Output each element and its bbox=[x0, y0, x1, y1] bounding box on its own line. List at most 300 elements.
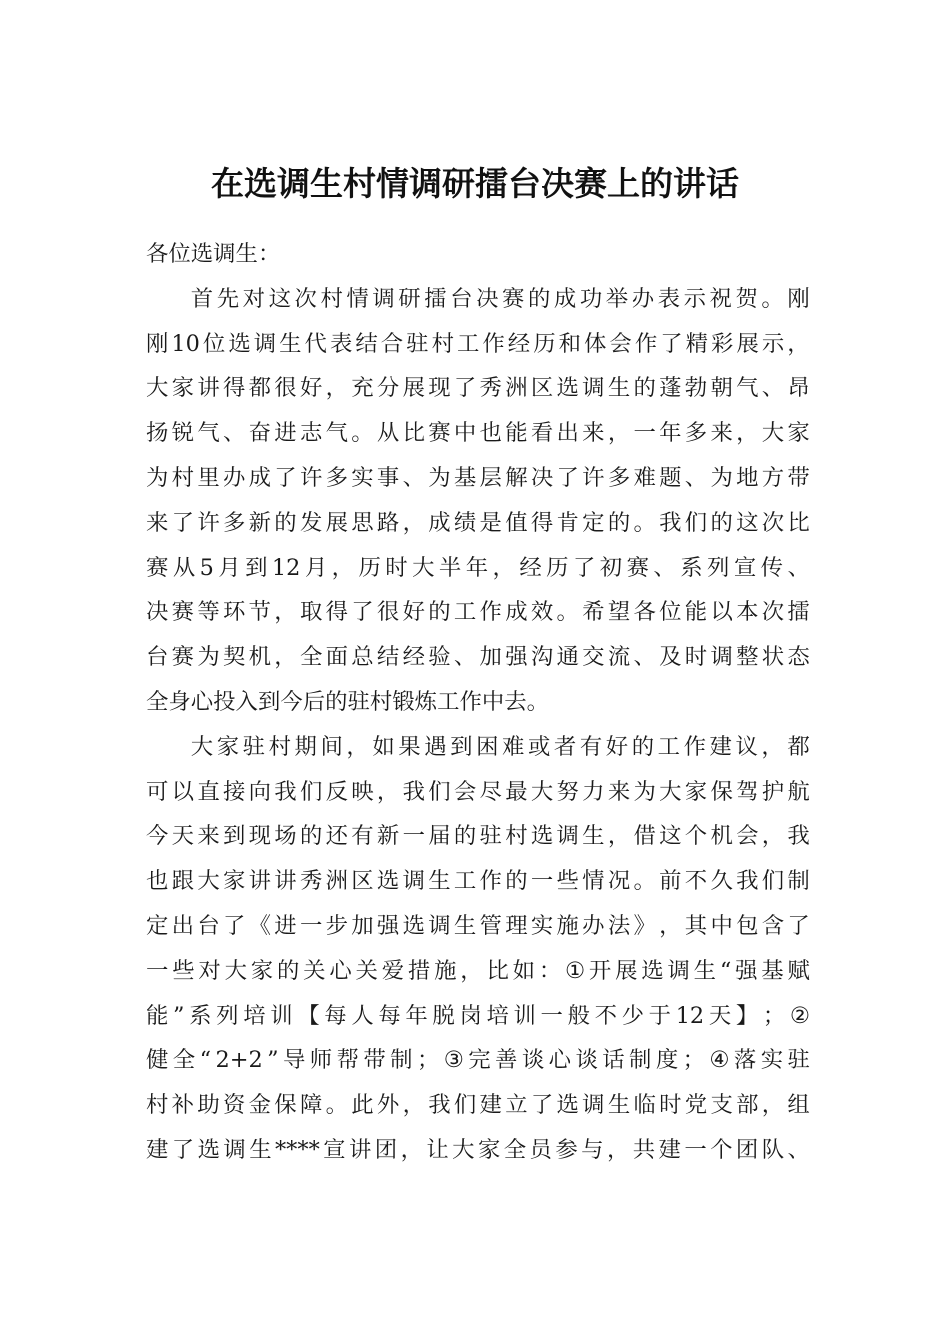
glyph: ， bbox=[492, 554, 515, 581]
glyph: 能 bbox=[684, 599, 708, 626]
glyph: ” bbox=[173, 1002, 185, 1029]
glyph: 我 bbox=[274, 778, 297, 805]
glyph: 望 bbox=[607, 599, 631, 626]
glyph: 扬 bbox=[146, 420, 169, 447]
glyph: 生 bbox=[607, 1092, 631, 1119]
glyph: 秀 bbox=[299, 868, 323, 895]
glyph: 和 bbox=[558, 330, 581, 357]
glyph: 党 bbox=[684, 1092, 708, 1119]
paragraph-1 bbox=[146, 277, 810, 725]
glyph: 结 bbox=[355, 330, 378, 357]
glyph: 月 bbox=[218, 554, 241, 581]
glyph: 、 bbox=[761, 375, 785, 402]
glyph: 每 bbox=[378, 1002, 401, 1029]
glyph: 许 bbox=[582, 464, 605, 491]
glyph: 宣 bbox=[323, 1136, 346, 1163]
glyph: 为 bbox=[428, 464, 451, 491]
glyph: 度 bbox=[655, 1047, 679, 1074]
glyph: **** bbox=[274, 1136, 320, 1163]
glyph: 家 bbox=[171, 375, 195, 402]
glyph: 选 bbox=[228, 330, 251, 357]
glyph: ” bbox=[267, 1047, 279, 1074]
glyph: 管 bbox=[479, 912, 502, 939]
glyph: 脱 bbox=[432, 1002, 455, 1029]
glyph: 来 bbox=[197, 823, 220, 850]
glyph: 组 bbox=[787, 1092, 810, 1119]
glyph: 资 bbox=[222, 1092, 246, 1119]
salutation-text: 各位选调生： bbox=[146, 241, 281, 267]
glyph: 、 bbox=[402, 464, 425, 491]
glyph: 》 bbox=[633, 912, 656, 939]
text-line bbox=[146, 1038, 810, 1083]
glyph: 家 bbox=[216, 733, 240, 760]
text-line bbox=[146, 994, 810, 1039]
glyph: 一 bbox=[530, 868, 554, 895]
glyph: ， bbox=[761, 823, 785, 850]
document-body bbox=[146, 232, 810, 1173]
glyph: 为 bbox=[633, 778, 656, 805]
glyph: 决 bbox=[530, 464, 554, 491]
glyph: 对 bbox=[242, 285, 266, 312]
glyph: 多 bbox=[222, 509, 246, 536]
glyph: 10 bbox=[171, 330, 200, 357]
glyph: ， bbox=[274, 599, 297, 626]
glyph: 这 bbox=[659, 823, 682, 850]
glyph: 家 bbox=[250, 957, 274, 984]
glyph: 每 bbox=[324, 1002, 347, 1029]
glyph: 于 bbox=[648, 1002, 672, 1029]
glyph: 村 bbox=[268, 733, 291, 760]
glyph: 心 bbox=[548, 1047, 572, 1074]
glyph: 研 bbox=[398, 285, 421, 312]
glyph: ② bbox=[789, 1002, 810, 1029]
glyph: 展 bbox=[615, 957, 638, 984]
glyph: 经 bbox=[402, 644, 425, 671]
glyph: 以 bbox=[171, 778, 195, 805]
glyph: 村 bbox=[146, 1092, 169, 1119]
glyph: 共 bbox=[632, 1136, 656, 1163]
text-line bbox=[146, 904, 810, 949]
glyph: 擂 bbox=[424, 285, 447, 312]
glyph: 选 bbox=[556, 1092, 579, 1119]
glyph: 赛 bbox=[171, 599, 195, 626]
glyph: 赛 bbox=[626, 554, 649, 581]
glyph: 机 bbox=[710, 823, 733, 850]
glyph: 现 bbox=[428, 375, 451, 402]
glyph: 与 bbox=[581, 1136, 604, 1163]
glyph: 还 bbox=[325, 823, 348, 850]
glyph: 生 bbox=[279, 330, 302, 357]
text-line bbox=[146, 456, 810, 501]
glyph: 调 bbox=[253, 330, 277, 357]
glyph: ， bbox=[331, 554, 355, 581]
glyph: 了 bbox=[453, 375, 477, 402]
glyph: 来 bbox=[710, 420, 733, 447]
glyph: 合 bbox=[380, 330, 404, 357]
glyph: ， bbox=[761, 733, 784, 760]
glyph: 了 bbox=[556, 464, 579, 491]
glyph: 气 bbox=[197, 420, 220, 447]
glyph: 临 bbox=[633, 1092, 656, 1119]
glyph: 接 bbox=[222, 778, 246, 805]
glyph: 思 bbox=[351, 509, 374, 536]
glyph: 刚 bbox=[787, 285, 810, 312]
glyph: 通 bbox=[556, 644, 579, 671]
glyph: 赛 bbox=[428, 420, 451, 447]
glyph: ， bbox=[607, 420, 631, 447]
glyph: 调 bbox=[223, 1136, 246, 1163]
glyph: 果 bbox=[398, 733, 421, 760]
glyph: 了 bbox=[351, 599, 374, 626]
glyph: 我 bbox=[428, 1092, 451, 1119]
glyph: 年 bbox=[405, 1002, 428, 1029]
glyph: 很 bbox=[274, 375, 297, 402]
glyph: 关 bbox=[303, 957, 326, 984]
glyph: 环 bbox=[222, 599, 246, 626]
glyph: 少 bbox=[621, 1002, 645, 1029]
glyph: 让 bbox=[426, 1136, 449, 1163]
glyph: 一 bbox=[684, 1136, 707, 1163]
glyph: 包 bbox=[736, 912, 759, 939]
glyph: 情 bbox=[346, 285, 369, 312]
text-line bbox=[146, 949, 810, 994]
glyph: 作 bbox=[479, 868, 502, 895]
glyph: 调 bbox=[402, 868, 425, 895]
glyph: 新 bbox=[248, 509, 272, 536]
glyph: 们 bbox=[761, 868, 785, 895]
glyph: 蓬 bbox=[659, 375, 682, 402]
glyph: 些 bbox=[556, 868, 579, 895]
glyph: 调 bbox=[428, 912, 451, 939]
glyph: 。 bbox=[633, 868, 656, 895]
glyph: 团 bbox=[374, 1136, 398, 1163]
glyph: 调 bbox=[372, 285, 395, 312]
glyph: 列 bbox=[216, 1002, 239, 1029]
glyph: 尽 bbox=[479, 778, 502, 805]
glyph: 讲 bbox=[274, 868, 297, 895]
text-line bbox=[146, 1083, 810, 1128]
glyph: 建 bbox=[146, 1136, 169, 1163]
glyph: 法 bbox=[607, 912, 631, 939]
glyph: 流 bbox=[607, 644, 631, 671]
glyph: 村 bbox=[431, 330, 454, 357]
glyph: 区 bbox=[351, 868, 374, 895]
glyph: 传 bbox=[760, 554, 784, 581]
glyph: ， bbox=[736, 420, 759, 447]
glyph: 初 bbox=[599, 554, 623, 581]
glyph: ， bbox=[346, 733, 369, 760]
glyph: 。 bbox=[761, 285, 784, 312]
glyph: 发 bbox=[299, 509, 323, 536]
glyph: 很 bbox=[376, 599, 400, 626]
glyph: ： bbox=[538, 957, 562, 984]
glyph: 都 bbox=[787, 733, 810, 760]
glyph: 话 bbox=[602, 1047, 625, 1074]
glyph: 理 bbox=[505, 912, 528, 939]
glyph: 关 bbox=[355, 957, 378, 984]
glyph: 期 bbox=[294, 733, 317, 760]
glyph: 了 bbox=[171, 1136, 195, 1163]
glyph: 得 bbox=[325, 599, 348, 626]
glyph: ， bbox=[376, 778, 400, 805]
glyph: 地 bbox=[736, 464, 759, 491]
glyph: 施 bbox=[556, 912, 579, 939]
glyph: 了 bbox=[171, 509, 195, 536]
glyph: 工 bbox=[453, 868, 477, 895]
glyph: 成 bbox=[428, 509, 451, 536]
glyph: 、 bbox=[453, 644, 477, 671]
glyph: 也 bbox=[146, 868, 169, 895]
glyph: 作 bbox=[479, 599, 502, 626]
glyph: 天 bbox=[708, 1002, 732, 1029]
glyph: “ bbox=[199, 1047, 212, 1074]
glyph: 、 bbox=[653, 554, 676, 581]
glyph: 队 bbox=[761, 1136, 785, 1163]
glyph: 办 bbox=[222, 464, 246, 491]
glyph: 新 bbox=[376, 823, 400, 850]
glyph: 赛 bbox=[171, 644, 195, 671]
glyph: 遇 bbox=[424, 733, 447, 760]
glyph: 5 bbox=[199, 554, 214, 581]
glyph: 时 bbox=[659, 1092, 682, 1119]
text-line bbox=[146, 859, 810, 904]
glyph: ； bbox=[416, 1047, 440, 1074]
glyph: 讲 bbox=[348, 1136, 372, 1163]
glyph: 建 bbox=[479, 1092, 502, 1119]
glyph: 祝 bbox=[709, 285, 732, 312]
glyph: 比 bbox=[787, 509, 810, 536]
glyph: ； bbox=[682, 1047, 706, 1074]
glyph: 验 bbox=[428, 644, 451, 671]
glyph: 师 bbox=[309, 1047, 333, 1074]
glyph: 取 bbox=[299, 599, 323, 626]
glyph: 村 bbox=[171, 464, 195, 491]
glyph: 落 bbox=[733, 1047, 757, 1074]
glyph: 步 bbox=[325, 912, 348, 939]
glyph: 善 bbox=[495, 1047, 518, 1074]
glyph: 一 bbox=[633, 420, 656, 447]
glyph: 、 bbox=[787, 554, 810, 581]
glyph: 了 bbox=[222, 912, 246, 939]
glyph: 的 bbox=[527, 285, 551, 312]
glyph: 基 bbox=[453, 464, 477, 491]
glyph: 月 bbox=[304, 554, 328, 581]
glyph: 来 bbox=[146, 509, 169, 536]
glyph: 都 bbox=[248, 375, 272, 402]
glyph: 的 bbox=[710, 509, 733, 536]
glyph: 的 bbox=[631, 733, 655, 760]
glyph: 不 bbox=[684, 868, 708, 895]
glyph: 次 bbox=[294, 285, 317, 312]
glyph: ， bbox=[460, 957, 483, 984]
glyph: 位 bbox=[202, 330, 226, 357]
glyph: 保 bbox=[274, 1092, 297, 1119]
glyph: 经 bbox=[507, 330, 531, 357]
glyph: 有 bbox=[351, 823, 374, 850]
glyph: 生 bbox=[428, 868, 451, 895]
glyph: 反 bbox=[325, 778, 348, 805]
glyph: 台 bbox=[450, 285, 473, 312]
glyph: 措 bbox=[407, 957, 431, 984]
glyph: 选 bbox=[641, 957, 664, 984]
glyph: “ bbox=[719, 957, 732, 984]
glyph: 肯 bbox=[556, 509, 579, 536]
glyph: 展 bbox=[325, 509, 348, 536]
glyph: 支 bbox=[710, 1092, 733, 1119]
glyph: 值 bbox=[505, 509, 528, 536]
glyph: 团 bbox=[735, 1136, 759, 1163]
glyph: 生 bbox=[582, 823, 605, 850]
glyph: 情 bbox=[582, 868, 605, 895]
glyph: 赛 bbox=[146, 554, 169, 581]
glyph: 了 bbox=[530, 1092, 554, 1119]
glyph: 难 bbox=[502, 733, 525, 760]
text-line: 全身心投入到今后的驻村锻炼工作中去。 bbox=[146, 688, 550, 715]
glyph: 健 bbox=[146, 1047, 169, 1074]
glyph: 个 bbox=[710, 1136, 733, 1163]
glyph: 的 bbox=[453, 823, 477, 850]
glyph: 历 bbox=[358, 554, 381, 581]
glyph: 跟 bbox=[171, 868, 195, 895]
glyph: 为 bbox=[146, 464, 169, 491]
glyph: 表 bbox=[329, 330, 353, 357]
glyph: 比 bbox=[486, 957, 509, 984]
glyph: 分 bbox=[376, 375, 400, 402]
glyph: 题 bbox=[659, 464, 682, 491]
glyph: 等 bbox=[197, 599, 220, 626]
glyph: 功 bbox=[579, 285, 603, 312]
glyph: 的 bbox=[607, 509, 631, 536]
glyph: ④ bbox=[709, 1047, 730, 1074]
glyph: 驻 bbox=[406, 330, 429, 357]
glyph: 加 bbox=[479, 644, 502, 671]
glyph: 村 bbox=[320, 285, 343, 312]
glyph: 节 bbox=[248, 599, 272, 626]
glyph: 宣 bbox=[733, 554, 757, 581]
glyph: 次 bbox=[761, 509, 785, 536]
glyph: 到 bbox=[450, 733, 473, 760]
glyph: 锐 bbox=[171, 420, 195, 447]
glyph: 年 bbox=[465, 554, 489, 581]
glyph: 精 bbox=[685, 330, 709, 357]
text-line bbox=[146, 1128, 810, 1173]
glyph: 大 bbox=[452, 1136, 475, 1163]
glyph: 含 bbox=[761, 912, 785, 939]
glyph: 看 bbox=[530, 420, 554, 447]
glyph: 生 bbox=[693, 957, 717, 984]
glyph: 到 bbox=[222, 823, 246, 850]
text-line bbox=[146, 725, 810, 770]
glyph: 基 bbox=[761, 957, 784, 984]
glyph: 里 bbox=[197, 464, 220, 491]
glyph: 驻 bbox=[787, 1047, 810, 1074]
glyph: ， bbox=[659, 912, 682, 939]
glyph: 障 bbox=[299, 1092, 323, 1119]
glyph: 施 bbox=[434, 957, 457, 984]
glyph: 擂 bbox=[787, 599, 810, 626]
glyph: 能 bbox=[146, 1002, 169, 1029]
glyph: 护 bbox=[761, 778, 785, 805]
glyph: 也 bbox=[479, 420, 502, 447]
glyph: 村 bbox=[505, 823, 528, 850]
glyph: 好 bbox=[605, 733, 629, 760]
glyph: 我 bbox=[402, 778, 425, 805]
glyph: 工 bbox=[657, 733, 681, 760]
glyph: 家 bbox=[477, 1136, 501, 1163]
glyph: 办 bbox=[582, 912, 605, 939]
glyph: ① bbox=[565, 957, 586, 984]
glyph: 制 bbox=[787, 868, 810, 895]
glyph: 气 bbox=[736, 375, 759, 402]
glyph: 刚 bbox=[146, 330, 169, 357]
glyph: 努 bbox=[556, 778, 579, 805]
glyph: 出 bbox=[171, 912, 195, 939]
glyph: 人 bbox=[351, 1002, 374, 1029]
glyph: 、 bbox=[633, 644, 656, 671]
text-line bbox=[146, 546, 810, 591]
glyph: 决 bbox=[476, 285, 499, 312]
glyph: 培 bbox=[243, 1002, 266, 1029]
text-line bbox=[146, 322, 810, 367]
glyph: 多 bbox=[325, 464, 348, 491]
glyph: ③ bbox=[443, 1047, 464, 1074]
glyph: 解 bbox=[505, 464, 528, 491]
glyph: 届 bbox=[428, 823, 451, 850]
glyph: 帮 bbox=[336, 1047, 359, 1074]
glyph: 志 bbox=[299, 420, 323, 447]
glyph: 赛 bbox=[502, 285, 525, 312]
glyph: 赋 bbox=[787, 957, 810, 984]
glyph: 朝 bbox=[710, 375, 733, 402]
glyph: 大 bbox=[412, 554, 435, 581]
glyph: ， bbox=[402, 1092, 425, 1119]
glyph: 议 bbox=[735, 733, 758, 760]
glyph: 历 bbox=[546, 554, 569, 581]
glyph: 向 bbox=[248, 778, 272, 805]
glyph: 参 bbox=[555, 1136, 578, 1163]
glyph: 调 bbox=[667, 957, 690, 984]
glyph: 一 bbox=[540, 1002, 563, 1029]
glyph: 生 bbox=[249, 1136, 272, 1163]
glyph: 先 bbox=[216, 285, 240, 312]
glyph: 路 bbox=[376, 509, 400, 536]
glyph: 来 bbox=[582, 420, 605, 447]
glyph: 区 bbox=[530, 375, 554, 402]
glyph: 况 bbox=[607, 868, 631, 895]
glyph: 谈 bbox=[521, 1047, 545, 1074]
glyph: 事 bbox=[376, 464, 400, 491]
glyph: 导 bbox=[282, 1047, 306, 1074]
glyph: 选 bbox=[556, 375, 579, 402]
glyph: 制 bbox=[390, 1047, 413, 1074]
text-line bbox=[146, 501, 810, 546]
glyph: 许 bbox=[197, 509, 220, 536]
glyph: 。 bbox=[325, 1092, 348, 1119]
glyph: 【 bbox=[297, 1002, 320, 1029]
glyph: 选 bbox=[530, 823, 554, 850]
glyph: 助 bbox=[197, 1092, 220, 1119]
glyph: 间 bbox=[320, 733, 343, 760]
glyph: 我 bbox=[659, 509, 682, 536]
glyph: 。 bbox=[351, 420, 374, 447]
glyph: 台 bbox=[197, 912, 220, 939]
glyph: ， bbox=[761, 1092, 785, 1119]
glyph: 如 bbox=[512, 957, 536, 984]
glyph: 工 bbox=[453, 599, 477, 626]
glyph: 们 bbox=[453, 1092, 477, 1119]
glyph: 了 bbox=[787, 912, 810, 939]
glyph: 心 bbox=[329, 957, 352, 984]
